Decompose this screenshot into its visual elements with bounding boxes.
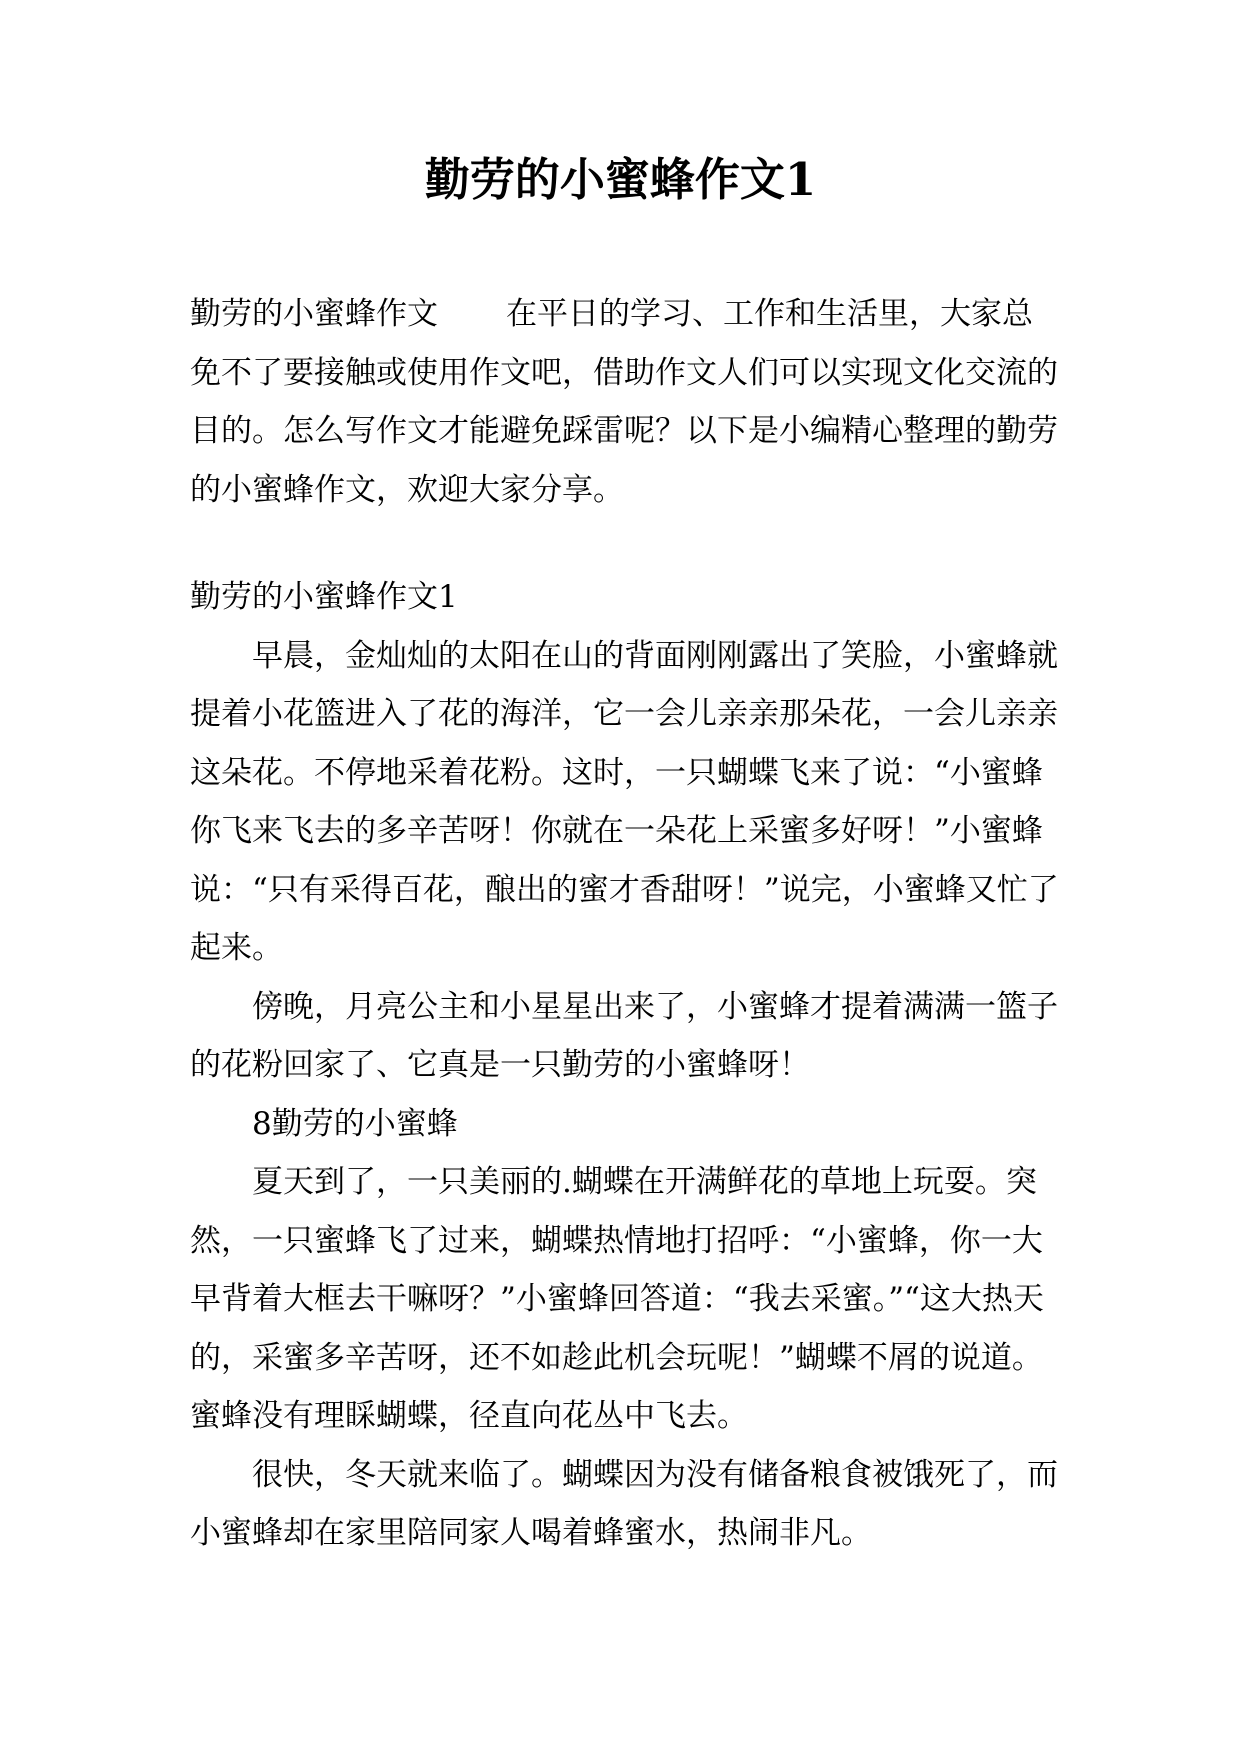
intro-block	[190, 285, 1060, 519]
paragraph: 傍晚，月亮公主和小星星出来了，小蜜蜂才提着满满一篮子的花粉回家了、它真是一只勤劳的小蜜蜂呀！	[190, 988, 1058, 1083]
essay-body	[190, 568, 1060, 1563]
document-title: 勤劳的小蜜蜂作文1	[424, 153, 817, 206]
paragraph: 早晨，金灿灿的太阳在山的背面刚刚露出了笑脸，小蜜蜂就提着小花篮进入了花的海洋，它一会儿亲亲那朵花，一会儿亲亲这朵花。不停地采着花粉。这时，一只蝴蝶飞来了说：“小蜜蜂你飞来飞去的多辛苦呀！你就在一朵花上采蜜多好呀！”小蜜蜂说：“只有采得百花，酿出的蜜才香甜呀！”说完，小蜜蜂又忙了起来。	[190, 637, 1059, 966]
subheading: 8勤劳的小蜜蜂	[252, 1105, 458, 1142]
paragraph: 夏天到了，一只美丽的.蝴蝶在开满鲜花的草地上玩耍。突然，一只蜜蜂飞了过来，蝴蝶热情地打招呼：“小蜜蜂，你一大早背着大框去干嘛呀？”小蜜蜂回答道：“我去采蜜。”“这大热天的，采蜜多辛苦呀，还不如趁此机会玩呢！”蝴蝶不屑的说道。蜜蜂没有理睬蝴蝶，径直向花丛中飞去。	[190, 1164, 1044, 1434]
intro-paragraph	[190, 285, 1060, 519]
paragraph: 很快，冬天就来临了。蝴蝶因为没有储备粮食被饿死了，而小蜜蜂却在家里陪同家人喝着蜂蜜水，热闹非凡。	[190, 1456, 1058, 1551]
intro-text: 在平日的学习、工作和生活里，大家总免不了要接触或使用作文吧，借助作文人们可以实现文化交流的目的。怎么写作文才能避免踩雷呢？以下是小编精心整理的勤劳的小蜜蜂作文，欢迎大家分享。	[190, 296, 1058, 508]
intro-label: 勤劳的小蜜蜂作文	[190, 296, 438, 332]
section-heading: 勤劳的小蜜蜂作文1	[190, 579, 458, 615]
